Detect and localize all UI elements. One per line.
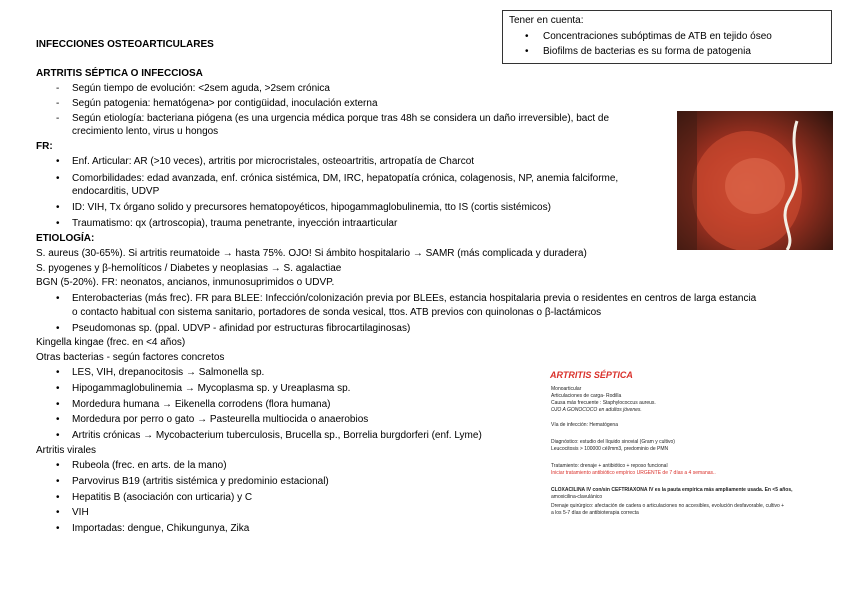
- bullet: •: [56, 383, 60, 394]
- bullet: •: [56, 323, 60, 334]
- slide-line: Iniciar tratamiento antibiótico empírico URGENTE de 7 días a 4 semanas..: [551, 470, 716, 476]
- bullet: •: [56, 476, 60, 487]
- slide-line: OJO A GONOCOCO en adultos jóvenes.: [551, 407, 642, 413]
- summary-slide: [541, 366, 836, 526]
- bullet: •: [56, 173, 60, 184]
- bullet: •: [56, 218, 60, 229]
- classification-item: Según tiempo de evolución: <2sem aguda, >2sem crónica: [72, 83, 330, 94]
- classification-item: Según patogenia: hematógena> por contigüidad, inoculación externa: [72, 98, 378, 109]
- virales-item: VIH: [72, 507, 89, 518]
- bullet: •: [56, 460, 60, 471]
- kingella-line: Kingella kingae (frec. en <4 años): [36, 337, 186, 348]
- slide-title: ARTRITIS SÉPTICA: [550, 370, 633, 380]
- slide-line: Vía de infección: Hematógena: [551, 422, 618, 428]
- otras-item: Mordedura humana → Eikenella corrodens (flora humana): [72, 399, 331, 410]
- etio-line: S. pyogenes y β-hemolíticos / Diabetes y neoplasias → S. agalactiae: [36, 263, 342, 274]
- bullet: •: [56, 293, 60, 304]
- slide-line: amoxicilina-clavulánico: [551, 494, 603, 500]
- slide-line: Tratamiento: drenaje + antibiótico + reposo funcional: [551, 463, 668, 469]
- bullet: •: [56, 156, 60, 167]
- bullet: •: [56, 523, 60, 534]
- bullet: •: [56, 399, 60, 410]
- fr-item: Comorbilidades: edad avanzada, enf. crónica sistémica, DM, IRC, hepatopatía crónica, colagenosis, NP, anemia falciforme,: [72, 173, 619, 184]
- etiologia-heading: ETIOLOGÍA:: [36, 233, 95, 244]
- slide-line: CLOXACILINA IV con/sin CEFTRIAXONA IV es la pauta empírica más ampliamente usada. En <5 años,: [551, 487, 793, 493]
- bullet: •: [56, 430, 60, 441]
- bullet: •: [56, 202, 60, 213]
- virales-item: Hepatitis B (asociación con urticaria) y C: [72, 492, 253, 503]
- otras-item: Artritis crónicas → Mycobacterium tuberculosis, Brucella sp., Borrelia burgdorferi (enf. Lyme): [72, 430, 482, 441]
- classification-item: Según etiología: bacteriana piógena (es una urgencia médica porque tras 48h se considera un daño irreversible), bact de: [72, 113, 610, 124]
- bgn-item: Enterobacterias (más frec). FR para BLEE: Infección/colonización previa por BLEEs, estancia hospitalaria previa o residentes en centros de larga estancia: [72, 293, 757, 304]
- virales-line: Artritis virales: [36, 445, 97, 456]
- doc-title: INFECCIONES OSTEOARTICULARES: [36, 39, 214, 50]
- fr-item-cont: endocarditis, UDVP: [72, 186, 160, 197]
- etio-line: S. aureus (30-65%). Si artritis reumatoide → hasta 75%. OJO! Si ámbito hospitalario → SAMR (más complicada y duradera): [36, 248, 587, 259]
- slide-line: Drenaje quirúrgico: afectación de cadera o articulaciones no accesibles, evolución desfavorable, cultivo +: [551, 503, 785, 509]
- etio-line: BGN (5-20%). FR: neonatos, ancianos, inmunosuprimidos o UDVP.: [36, 277, 335, 288]
- otras-item: Mordedura por perro o gato → Pasteurella multiocida o anaerobios: [72, 414, 369, 425]
- otras-item: Hipogammaglobulinemia → Mycoplasma sp. y Ureaplasma sp.: [72, 383, 351, 394]
- slide-line: Diagnóstico: estudio del líquido sinovial (Gram y cultivo): [551, 439, 675, 445]
- note-item: Biofilms de bacterias es su forma de patogenia: [543, 46, 751, 57]
- bgn-item-cont: o contacto habitual con sistema sanitario, portadores de sonda vesical, ttos. ATB previos con quinolonas o β-lactámicos: [72, 307, 602, 318]
- note-title: Tener en cuenta:: [509, 15, 584, 26]
- bullet: •: [525, 46, 529, 57]
- bgn-item: Pseudomonas sp. (ppal. UDVP - afinidad por estructuras fibrocartilaginosas): [72, 323, 411, 334]
- virales-item: Rubeola (frec. en arts. de la mano): [72, 460, 227, 471]
- slide-line: a los 5-7 días de antibioterapia correcta: [551, 510, 639, 516]
- fr-item: ID: VIH, Tx órgano solido y precursores hematopoyéticos, hipogammaglobulinemia, tto IS (cortis sistémicos): [72, 202, 551, 213]
- otras-line: Otras bacterias - según factores concretos: [36, 352, 225, 363]
- slide-line: Leucocitosis > 100000 cél/mm3, predominio de PMN: [551, 446, 669, 452]
- section-heading: ARTRITIS SÉPTICA O INFECCIOSA: [36, 68, 203, 79]
- slide-line: Articulaciones de carga- Rodilla: [551, 393, 622, 399]
- virales-item: Parvovirus B19 (artritis sistémica y predominio estacional): [72, 476, 329, 487]
- bullet: •: [56, 414, 60, 425]
- dash: -: [56, 98, 60, 109]
- slide-line: Monoarticular: [551, 386, 582, 392]
- fr-heading: FR:: [36, 141, 53, 152]
- bullet: •: [525, 31, 529, 42]
- bullet: •: [56, 507, 60, 518]
- classification-item-cont: crecimiento lento, virus u hongos: [72, 126, 219, 137]
- otras-item: LES, VIH, drepanocitosis → Salmonella sp.: [72, 367, 265, 378]
- fr-item: Traumatismo: qx (artroscopia), trauma penetrante, inyección intraarticular: [72, 218, 398, 229]
- dash: -: [56, 113, 60, 124]
- knee-photo: [677, 111, 833, 250]
- fr-item: Enf. Articular: AR (>10 veces), artritis por microcristales, osteoartritis, artropatía de Charcot: [72, 156, 475, 167]
- bullet: •: [56, 492, 60, 503]
- bullet: •: [56, 367, 60, 378]
- note-item: Concentraciones subóptimas de ATB en tejido óseo: [543, 31, 772, 42]
- dash: -: [56, 83, 60, 94]
- slide-line: Causa más frecuente : Staphylococcus aureus.: [551, 400, 656, 406]
- virales-item: Importadas: dengue, Chikungunya, Zika: [72, 523, 250, 534]
